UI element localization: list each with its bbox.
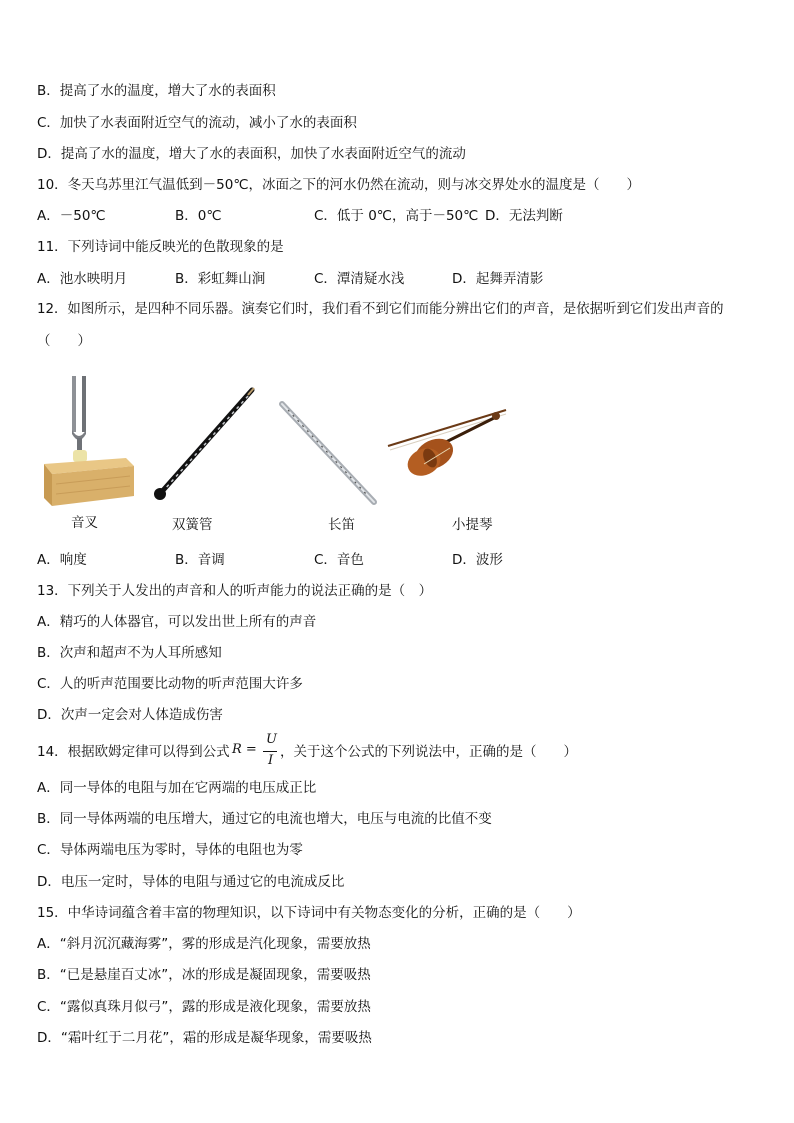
q14-formula-numerator: U [266, 732, 277, 747]
q10-option-d: D．无法判断 [485, 208, 563, 224]
q13-option-c: C．人的听声范围要比动物的听声范围大许多 [37, 676, 303, 692]
q10-option-b: B．0℃ [175, 208, 222, 224]
q9-option-c: C．加快了水表面附近空气的流动，减小了水的表面积 [37, 115, 357, 131]
q11-option-d: D．起舞弄清影 [452, 271, 544, 287]
q10-option-c: C．低于 0℃，高于－50℃ [314, 208, 479, 224]
q14-stem-pre: 14．根据欧姆定律可以得到公式 [37, 744, 230, 760]
q13-option-b: B．次声和超声不为人耳所感知 [37, 645, 222, 661]
q15-option-c: C．“露似真珠月似弓”，露的形成是液化现象，需要放热 [37, 999, 371, 1015]
q13-option-d: D．次声一定会对人体造成伤害 [37, 707, 223, 723]
q15-option-d: D．“霜叶红于二月花”，霜的形成是凝华现象，需要吸热 [37, 1030, 372, 1046]
q11-option-c: C．潭清疑水浅 [314, 271, 405, 287]
q11-option-a: A．池水映明月 [37, 271, 128, 287]
oboe-image [150, 386, 256, 504]
q14-option-b: B．同一导体两端的电压增大，通过它的电流也增大，电压与电流的比值不变 [37, 811, 492, 827]
q15-stem: 15．中华诗词蕴含着丰富的物理知识，以下诗词中有关物态变化的分析，正确的是（ ） [37, 905, 581, 921]
q14-stem-post: ，关于这个公式的下列说法中，正确的是（ ） [280, 744, 577, 760]
violin-image [384, 402, 510, 482]
tuning-fork-image [42, 372, 134, 510]
flute-image [278, 398, 380, 510]
q10-option-a: A．－50℃ [37, 208, 106, 224]
q14-option-c: C．导体两端电压为零时，导体的电阻也为零 [37, 842, 303, 858]
q12-option-c: C．音色 [314, 552, 364, 568]
q12-option-a: A．响度 [37, 552, 87, 568]
q13-stem: 13．下列关于人发出的声音和人的听声能力的说法正确的是（ ） [37, 583, 433, 599]
q15-option-a: A．“斜月沉沉藏海雾”，雾的形成是汽化现象，需要放热 [37, 936, 371, 952]
q15-option-b: B．“已是悬崖百丈冰”，冰的形成是凝固现象，需要吸热 [37, 967, 371, 983]
q14-option-d: D．电压一定时，导体的电阻与通过它的电流成反比 [37, 874, 345, 890]
q14-formula-fraction-bar [263, 751, 277, 752]
q11-option-b: B．彩虹舞山涧 [175, 271, 266, 287]
caption-violin: 小提琴 [452, 517, 493, 533]
q9-option-d: D．提高了水的温度，增大了水的表面积，加快了水表面附近空气的流动 [37, 146, 466, 162]
q13-option-a: A．精巧的人体器官，可以发出世上所有的声音 [37, 614, 317, 630]
q14-option-a: A．同一导体的电阻与加在它两端的电压成正比 [37, 780, 317, 796]
q14-formula-denominator: I [268, 753, 274, 768]
caption-flute: 长笛 [328, 517, 355, 533]
q12-stem-line1: 12．如图所示，是四种不同乐器。演奏它们时，我们看不到它们而能分辨出它们的声音，是依据听到它们发出声音的 [37, 302, 724, 317]
q10-stem: 10．冬天乌苏里江气温低到－50℃，冰面之下的河水仍然在流动，则与冰交界处水的温度是（ ） [37, 177, 641, 193]
q11-stem: 11．下列诗词中能反映光的色散现象的是 [37, 239, 284, 255]
q12-stem-line2: （ ） [37, 333, 91, 349]
q9-option-b: B．提高了水的温度，增大了水的表面积 [37, 83, 276, 99]
q12-option-b: B．音调 [175, 552, 225, 568]
q12-option-d: D．波形 [452, 552, 503, 568]
caption-oboe: 双簧管 [172, 517, 213, 533]
caption-tuning-fork: 音叉 [71, 515, 98, 531]
q14-formula-lhs: R = [232, 742, 257, 757]
